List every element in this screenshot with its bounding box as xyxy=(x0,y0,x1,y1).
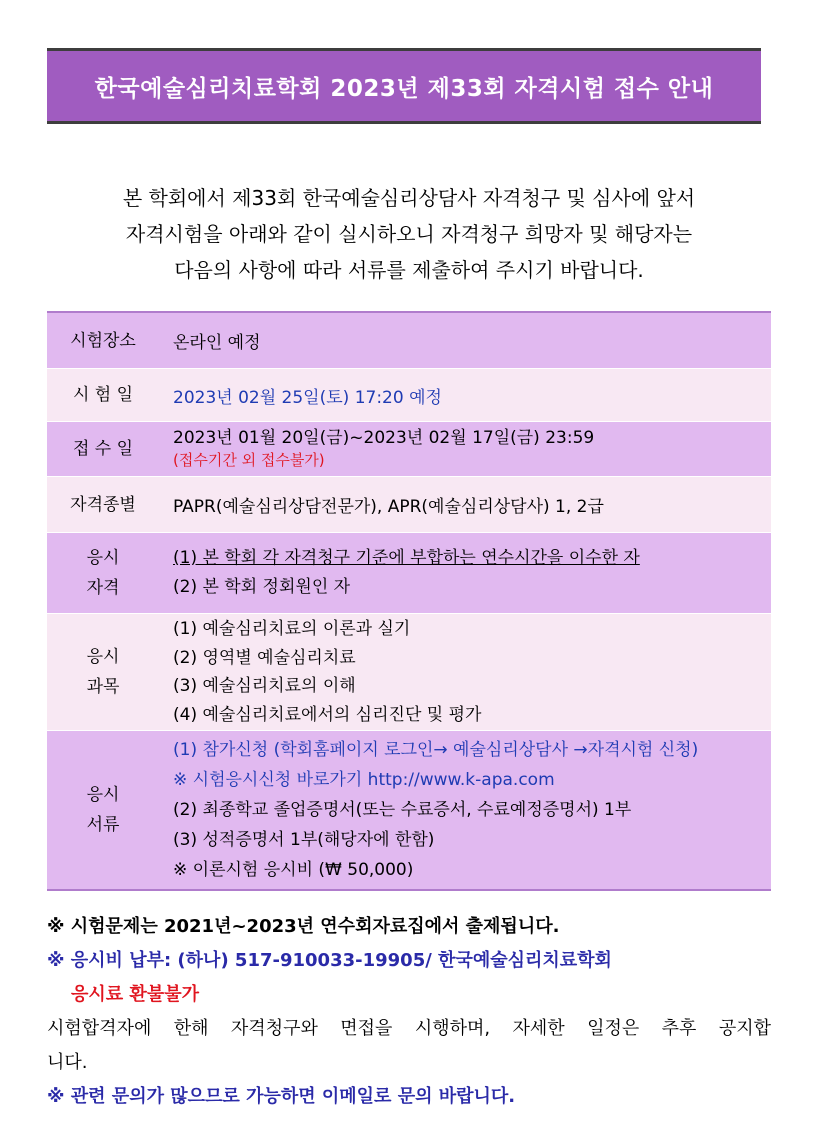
eligibility-item: (1) 본 학회 각 자격청구 기준에 부합하는 연수시간을 이수한 자 xyxy=(173,548,640,568)
note-interview: 시험합격자에 한해 자격청구와 면접을 시행하며, 자세한 일정은 추후 공지합 xyxy=(47,1018,771,1039)
reception-note: (접수기간 외 접수불가) xyxy=(173,451,325,469)
exam-date-value: 2023년 02월 25일(토) 17:20 예정 xyxy=(173,387,442,408)
document-item: (1) 참가신청 (학회홈페이지 로그인→ 예술심리상담사 →자격시험 신청) xyxy=(173,740,699,760)
reception-value: 2023년 01월 20일(금)~2023년 02월 17일(금) 23:59 xyxy=(173,428,595,448)
note-exam-source: ※ 시험문제는 2021년~2023년 연수회자료집에서 출제됩니다. xyxy=(47,916,560,937)
row-label: 시험장소 xyxy=(70,330,136,351)
row-venue xyxy=(47,313,771,369)
document-item: (2) 최종학교 졸업증명서(또는 수료증서, 수료예정증명서) 1부 xyxy=(173,800,632,820)
row-subjects xyxy=(47,614,771,731)
row-eligibility xyxy=(47,533,771,614)
qualification-type-value: PAPR(예술심리상담전문가), APR(예술심리상담사) 1, 2급 xyxy=(173,497,604,517)
page-title: 한국예술심리치료학회 2023년 제33회 자격시험 접수 안내 xyxy=(94,75,714,102)
row-label: 접 수 일 xyxy=(72,439,134,459)
subject-item: (4) 예술심리치료에서의 심리진단 및 평가 xyxy=(173,704,482,725)
note-no-refund: 응시료 환불불가 xyxy=(71,984,199,1005)
row-label: 과목 xyxy=(86,677,120,697)
document-item: (3) 성적증명서 1부(해당자에 한함) xyxy=(173,830,435,850)
subject-item: (1) 예술심리치료의 이론과 실기 xyxy=(173,619,411,639)
intro-paragraph xyxy=(40,180,778,288)
venue-value: 온라인 예정 xyxy=(173,333,261,353)
row-reception xyxy=(47,422,771,477)
intro-line: 다음의 사항에 따라 서류를 제출하여 주시기 바랍니다. xyxy=(174,258,644,282)
row-label: 자격종별 xyxy=(70,494,136,515)
note-inquiry: ※ 관련 문의가 많으므로 가능하면 이메일로 문의 바랍니다. xyxy=(47,1086,516,1107)
subject-item: (3) 예술심리치료의 이해 xyxy=(173,676,356,696)
row-exam-date xyxy=(47,369,771,422)
row-qualification-type xyxy=(47,477,771,533)
intro-line: 자격시험을 아래와 같이 실시하오니 자격청구 희망자 및 해당자는 xyxy=(125,222,693,246)
page-title-bar xyxy=(47,48,761,124)
subject-item: (2) 영역별 예술심리치료 xyxy=(173,647,356,668)
row-label: 자격 xyxy=(86,578,120,598)
row-label: 응시 xyxy=(86,647,120,667)
document-item: ※ 이론시험 응시비 (₩ 50,000) xyxy=(173,860,414,880)
row-label: 응시 xyxy=(86,785,120,805)
row-label: 시 험 일 xyxy=(72,385,134,405)
notes-section xyxy=(47,910,771,1114)
row-documents xyxy=(47,731,771,889)
eligibility-item: (2) 본 학회 정회원인 자 xyxy=(173,577,351,597)
row-label: 서류 xyxy=(86,815,120,835)
document-link-item[interactable]: ※ 시험응시신청 바로가기 http://www.k-apa.com xyxy=(173,770,555,790)
note-interview-cont: 니다. xyxy=(47,1052,88,1073)
row-label: 응시 xyxy=(86,548,120,568)
info-table xyxy=(47,311,771,891)
intro-line: 본 학회에서 제33회 한국예술심리상담사 자격청구 및 심사에 앞서 xyxy=(122,186,696,210)
note-payment: ※ 응시비 납부: (하나) 517-910033-19905/ 한국예술심리치료학회 xyxy=(47,950,612,971)
